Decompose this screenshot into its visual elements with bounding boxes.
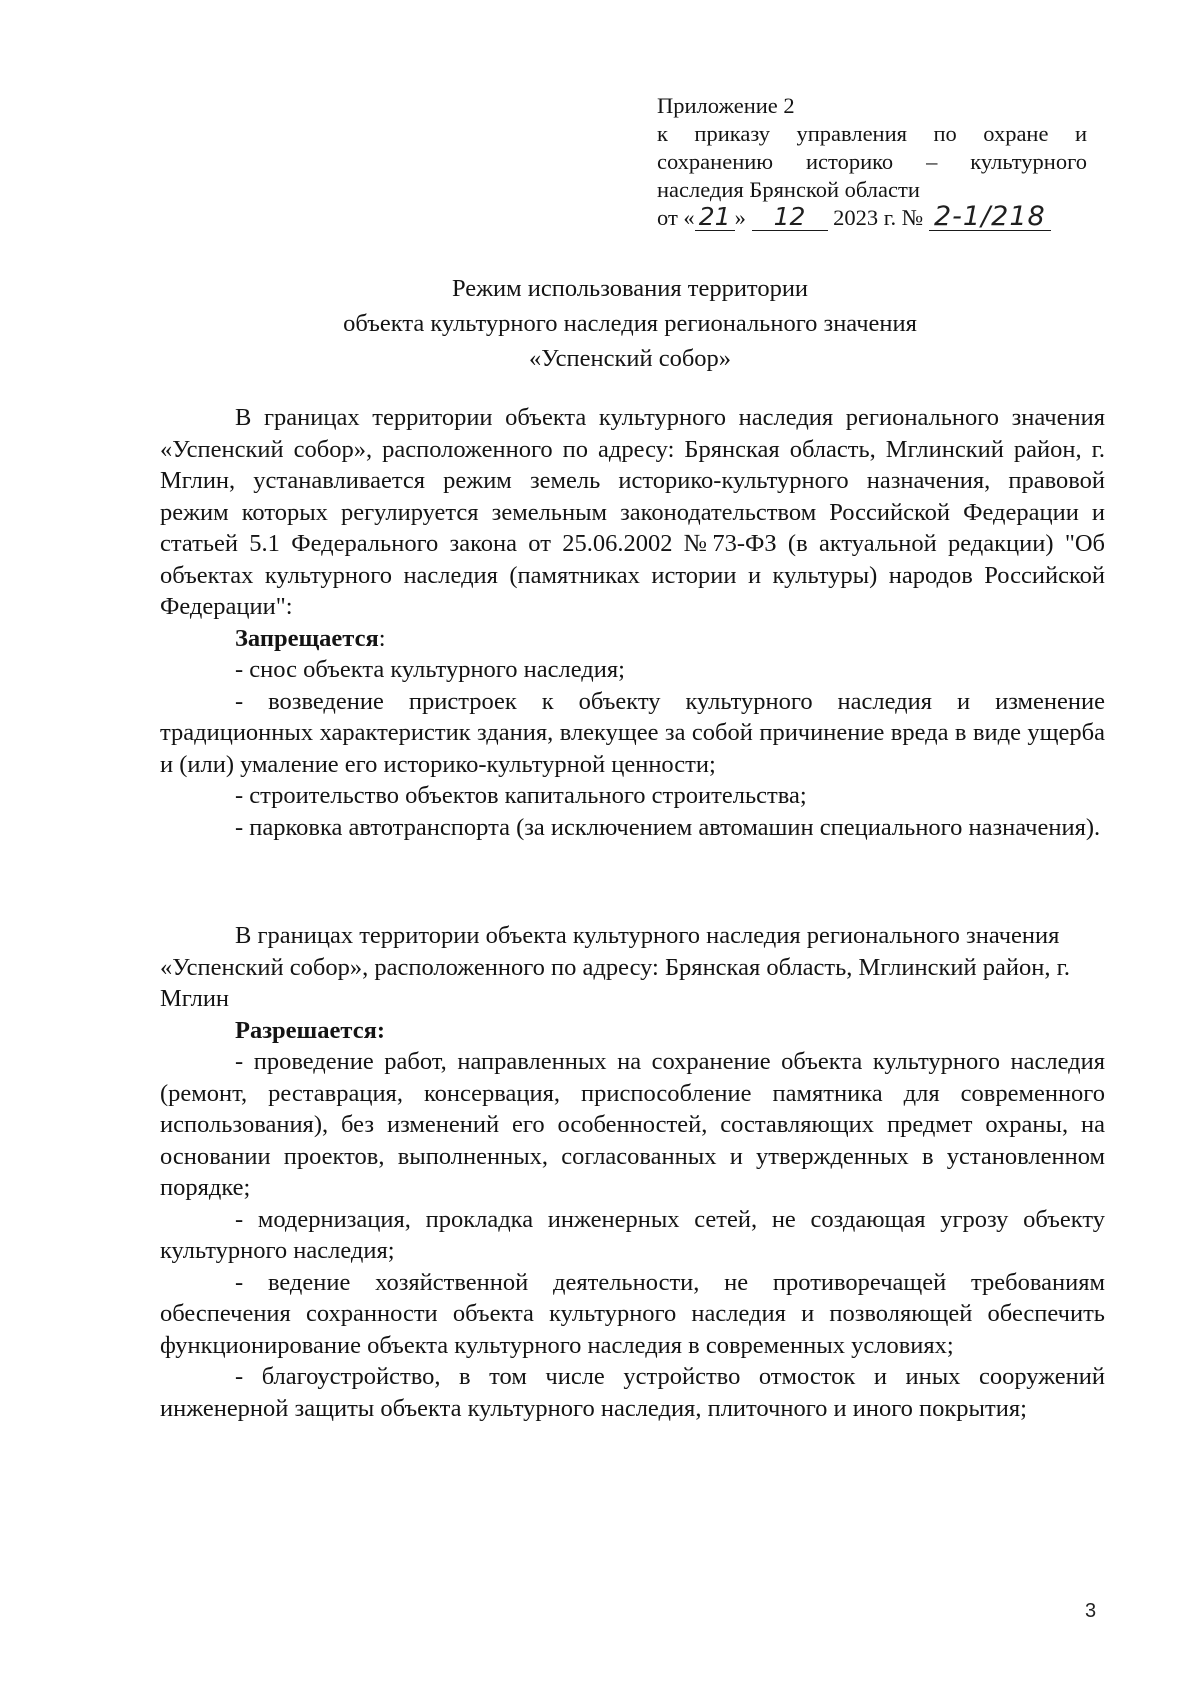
- section-heading: [160, 623, 1105, 655]
- appendix-header: [657, 92, 1087, 232]
- list-item: - возведение пристроек к объекту культурного наследия и изменение традиционных характеристик здания, влекущее за собой причинение вреда в виде ущерба и (или) умаление его историко-культурной ценности;: [160, 687, 1105, 778]
- list-item: - парковка автотранспорта (за исключением автомашин специального назначения).: [235, 813, 1101, 841]
- section-heading: Разрешается:: [235, 1016, 385, 1044]
- section-intro: В границах территории объекта культурного наследия регионального значения «Успенский собор», расположенного по адресу: Брянская область, Мглинский район, г. Мглин: [160, 922, 1070, 1012]
- date-prefix: от «: [657, 205, 695, 230]
- document-title: [150, 271, 1110, 376]
- title-line: объекта культурного наследия регионального значения: [343, 310, 917, 337]
- prohibited-section: [160, 402, 1105, 843]
- title-line: Режим использования территории: [451, 275, 809, 302]
- permitted-section: [160, 920, 1105, 1424]
- handwritten-month: 12: [752, 204, 828, 231]
- order-date-number: [657, 201, 1087, 232]
- year-text: 2023 г. №: [833, 205, 924, 230]
- list-item: - строительство объектов капитального строительства;: [235, 782, 807, 809]
- page-number: 3: [1085, 1600, 1097, 1622]
- section-intro: В границах территории объекта культурного наследия регионального значения «Успенский собор», расположенного по адресу: Брянская область, Мглинский район, г. Мглин, устанавливается режим земель историко-культурного назначения, правовой режим которых регулируется земельным законодательством Российской Федерации и статьей 5.1 Федерального закона от 25.06.2002 №73-ФЗ (в актуальной редакции) "Об объектах культурного наследия (памятниках истории и культуры) народов Российской Федерации":: [160, 404, 1105, 620]
- appendix-order-line: к приказу управления по охране и: [657, 121, 1087, 146]
- appendix-title: Приложение 2: [657, 93, 795, 118]
- appendix-order-line: наследия Брянской области: [657, 177, 920, 202]
- handwritten-order-number: 2-1/218: [929, 204, 1051, 231]
- list-item: - благоустройство, в том числе устройство отмосток и иных сооружений инженерной защиты объекта культурного наследия, плиточного и иного покрытия;: [160, 1363, 1105, 1422]
- list-item: - модернизация, прокладка инженерных сетей, не создающая угрозу объекту культурного наследия;: [160, 1205, 1105, 1264]
- title-line: «Успенский собор»: [528, 345, 732, 372]
- appendix-order-line: сохранению историко – культурного: [657, 149, 1087, 174]
- handwritten-day: 21: [695, 204, 735, 231]
- list-item: - ведение хозяйственной деятельности, не противоречащей требованиям обеспечения сохранности объекта культурного наследия и позволяющей обеспечить функционирование объекта культурного наследия в современных условиях;: [160, 1268, 1105, 1359]
- heading-colon: :: [378, 624, 386, 652]
- list-item: - снос объекта культурного наследия;: [235, 656, 625, 683]
- list-item: - проведение работ, направленных на сохранение объекта культурного наследия (ремонт, реставрация, консервация, приспособление памятника для современного использования), без изменений его особенностей, составляющих предмет охраны, на основании проектов, выполненных, согласованных и утвержденных в установленном порядке;: [160, 1048, 1105, 1201]
- heading-text: Запрещается: [235, 624, 379, 652]
- date-mid: »: [734, 205, 746, 230]
